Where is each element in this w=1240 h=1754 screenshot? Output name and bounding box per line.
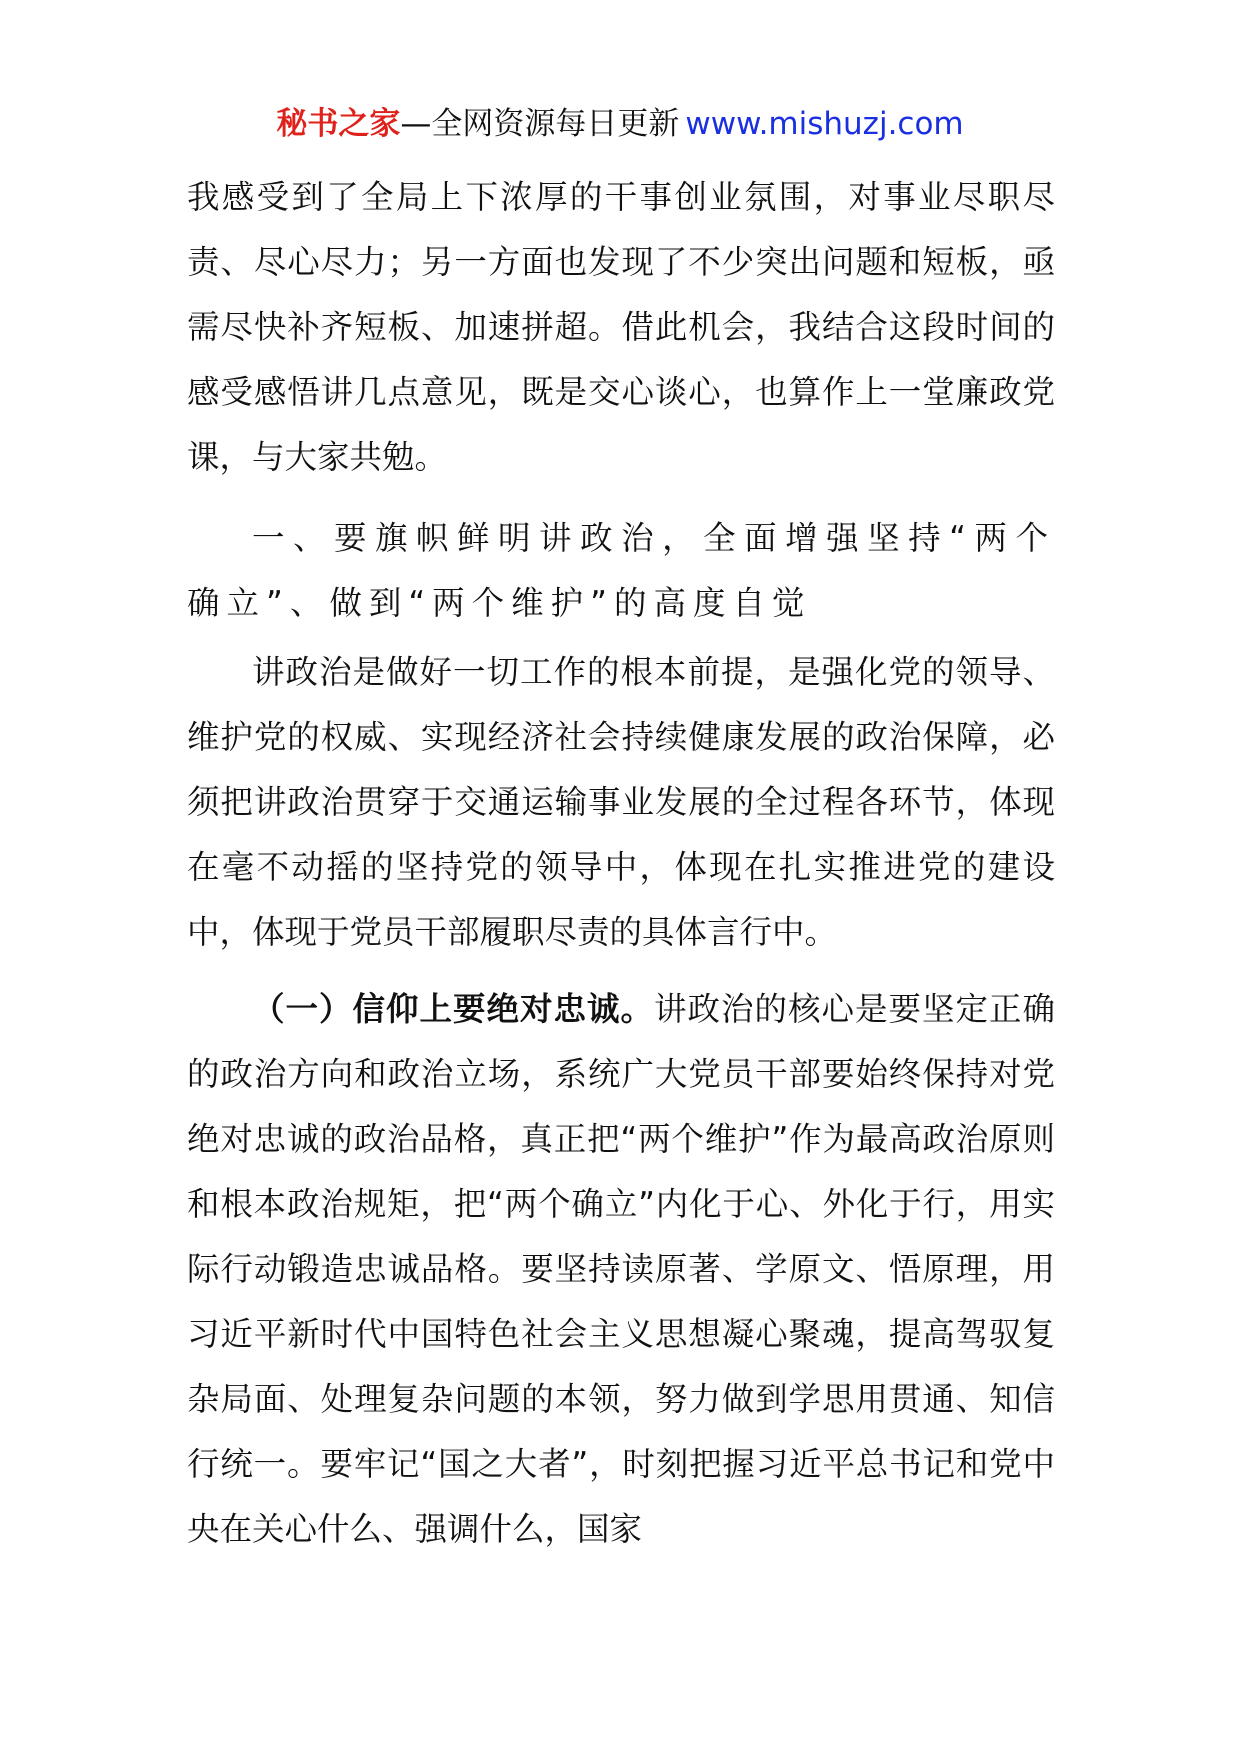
page-header	[0, 100, 1240, 148]
paragraph-politics: 讲政治是做好一切工作的根本前提，是强化党的领导、维护党的权威、实现经济社会持续健康发展的政治保障，必须把讲政治贯穿于交通运输事业发展的全过程各环节，体现在毫不动摇的坚持党的领导中，体现在扎实推进党的建设中，体现于党员干部履职尽责的具体言行中。	[187, 653, 1055, 951]
brand-name: 秘书之家	[276, 106, 401, 142]
paragraph-loyalty-text: 讲政治的核心是要坚定正确的政治方向和政治立场，系统广大党员干部要始终保持对党绝对忠诚的政治品格，真正把“两个维护”作为最高政治原则和根本政治规矩，把“两个确立”内化于心、外化于行，用实际行动锻造忠诚品格。要坚持读原著、学原文、悟原理，用习近平新时代中国特色社会主义思想凝心聚魂，提高驾驭复杂局面、处理复杂问题的本领，努力做到学思用贯通、知信行统一。要牢记“国之大者”，时刻把握习近平总书记和党中央在关心什么、强调什么，国家	[187, 990, 1055, 1548]
site-url-link[interactable]: www.mishuzj.com	[685, 106, 964, 142]
paragraph-loyalty	[187, 977, 1055, 1562]
document-body	[187, 165, 1055, 1562]
paragraph-intro-continued: 我感受到了全局上下浓厚的干事创业氛围，对事业尽职尽责、尽心尽力；另一方面也发现了不少突出问题和短板，亟需尽快补齐短板、加速拼超。借此机会，我结合这段时间的感受感悟讲几点意见，既是交心谈心，也算作上一堂廉政党课，与大家共勉。	[187, 178, 1055, 476]
header-tagline: —全网资源每日更新	[400, 106, 680, 142]
subheading-loyalty: （一）信仰上要绝对忠诚。	[252, 990, 654, 1028]
section-heading-1: 一、要旗帜鲜明讲政治，全面增强坚持“两个确立”、做到“两个维护”的高度自觉	[187, 519, 1055, 622]
